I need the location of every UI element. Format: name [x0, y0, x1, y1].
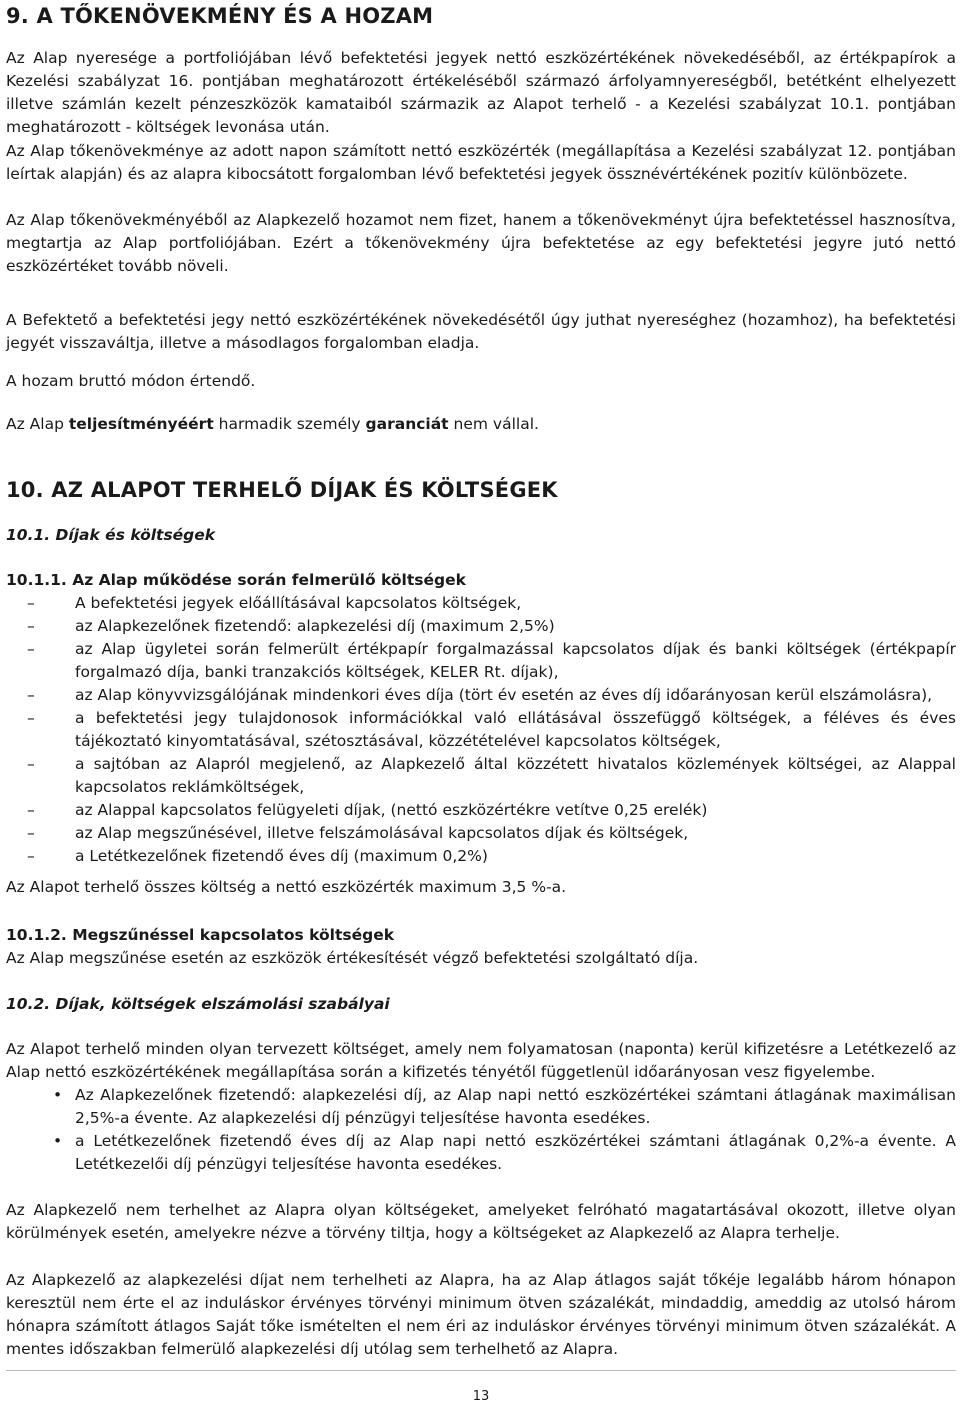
dash-marker: –	[27, 755, 35, 773]
total-cost-statement: Az Alapot terhelő összes költség a nettó eszközérték maximum 3,5 %-a.	[6, 878, 567, 896]
guarantee-statement	[6, 413, 956, 436]
bullet-marker: •	[53, 1132, 63, 1150]
section-9-paragraph-3: Az Alap tőkenövekményéből az Alapkezelő hozamot nem fizet, hanem a tőkenövekményt újra befektetéssel hasznosítva, megtartja az Alap portfoliójában. Ezért a tőkenövekmény újra befektetése az egy befektetési jegyre jutó nettó eszközértéket tovább növeli.	[6, 211, 956, 275]
dash-marker: –	[27, 824, 35, 842]
page-number: 13	[472, 1389, 490, 1404]
guarantee-text-3: nem vállal.	[448, 415, 539, 433]
cost-item: – az Alap könyvvizsgálójának mindenkori éves díja (tört év esetén az éves díj időarányosan kerül elszámolásra),	[6, 684, 956, 707]
dash-marker: –	[27, 617, 35, 635]
cost-item: – az Alap megszűnésével, illetve felszámolásával kapcsolatos díjak és költségek,	[6, 822, 956, 845]
cost-item: – A befektetési jegyek előállításával kapcsolatos költségek,	[6, 592, 956, 615]
subsection-10-2-title: 10.2. Díjak, költségek elszámolási szabályai	[6, 995, 390, 1013]
dash-marker: –	[27, 709, 35, 727]
footer-divider	[6, 1370, 956, 1371]
cost-item: – a Letétkezelőnek fizetendő éves díj (maximum 0,2%)	[6, 845, 956, 868]
subsection-10-1-1-title: 10.1.1. Az Alap működése során felmerülő költségek	[6, 571, 466, 589]
dash-marker: –	[27, 686, 35, 704]
cost-item: – az Alap ügyletei során felmerült értékpapír forgalmazással kapcsolatos díjak és banki költségek (értékpapír forgalmazó díja, banki tranzakciós költségek, KELER Rt. díjak),	[27, 640, 956, 681]
section-9-title: 9. A TŐKENÖVEKMÉNY ÉS A HOZAM	[6, 4, 434, 28]
section-9-paragraph-4: A Befektető a befektetési jegy nettó eszközértékének növekedésétől úgy juthat nyereséghez (hozamhoz), ha befektetési jegyét visszaváltja, illetve a másodlagos forgalomban eladja.	[6, 311, 956, 352]
fee-bullet-list	[6, 1084, 956, 1176]
cost-list	[6, 592, 956, 868]
cost-item: – a befektetési jegy tulajdonosok információkkal való ellátásával összefüggő költségek, a féléves és éves tájékoztató kinyomtatásával, szétosztásával, közzétételével kapcsolatos költségek,	[27, 709, 956, 750]
section-9-paragraph-1: Az Alap nyeresége a portfoliójában lévő befektetési jegyek nettó eszközértékének növekedéséből, az értékpapírok a Kezelési szabályzat 16. pontjában meghatározott értékeléséből származó árfolyamnyereségből, betétként elhelyezett illetve számlán kezelt pénzeszközök kamataiból származik az Alapot terhelő - a Kezelési szabályzat 10.1. pontjában meghatározott - költségek levonása után.	[6, 49, 956, 136]
dash-marker: –	[27, 801, 35, 819]
section-10-2-paragraph-2: Az Alapkezelő nem terhelhet az Alapra olyan költségeket, amelyeket felróható magatartásával okozott, illetve olyan körülmények esetén, amelyekre nézve a törvény tiltja, hogy a költségeket az Alapkezelő az Alapra terhelje.	[6, 1201, 956, 1242]
section-9-paragraph-2: Az Alap tőkenövekménye az adott napon számított nettó eszközérték (megállapítása a Kezelési szabályzat 12. pontjában leírtak alapján) és az alapra kibocsátott forgalomban lévő befektetési jegyek össznévértékének pozitív különbözete.	[6, 142, 956, 183]
cost-item: – az Alappal kapcsolatos felügyeleti díjak, (nettó eszközértékre vetítve 0,25 erelék)	[6, 799, 956, 822]
cost-item: – az Alapkezelőnek fizetendő: alapkezelési díj (maximum 2,5%)	[6, 615, 956, 638]
section-10-title: 10. AZ ALAPOT TERHELŐ DÍJAK ÉS KÖLTSÉGEK	[6, 478, 558, 502]
subsection-10-1-title: 10.1. Díjak és költségek	[6, 526, 216, 544]
fee-bullet-item: • a Letétkezelőnek fizetendő éves díj az Alap napi nettó eszközértékei számtani átlagának 0,2%-a évente. A Letétkezelői díj pénzügyi teljesítése havonta esedékes.	[53, 1132, 956, 1173]
fee-bullet-item: • Az Alapkezelőnek fizetendő: alapkezelési díj, az Alap napi nettó eszközértékei számtani átlagának maximálisan 2,5%-a évente. Az alapkezelési díj pénzügyi teljesítése havonta esedékes.	[53, 1086, 956, 1127]
guarantee-emphasis-1: teljesítményéért	[68, 415, 214, 433]
guarantee-text-1: Az Alap	[6, 415, 69, 433]
dash-marker: –	[27, 594, 35, 612]
section-10-2-paragraph-3: Az Alapkezelő az alapkezelési díjat nem terhelheti az Alapra, ha az Alap átlagos saját tőkéje legalább három hónapon keresztül nem érte el az induláskor érvényes törvényi minimum ötven százalékát, mindaddig, ameddig az utolsó három hónapra számított átlagos Saját tőke ismételten el nem éri az induláskor érvényes törvényi minimum ötven százalékát. A mentes időszakban felmerülő alapkezelési díj utólag sem terhelhető az Alapra.	[6, 1271, 956, 1358]
dash-marker: –	[27, 847, 35, 865]
subsection-10-1-2-text: Az Alap megszűnése esetén az eszközök értékesítését végző befektetési szolgáltató díja.	[6, 949, 699, 967]
guarantee-emphasis-2: garanciát	[365, 415, 449, 433]
bullet-marker: •	[53, 1086, 63, 1104]
guarantee-text-2: harmadik személy	[213, 415, 366, 433]
section-9-paragraph-5: A hozam bruttó módon értendő.	[6, 372, 256, 390]
section-10-2-paragraph-1: Az Alapot terhelő minden olyan tervezett költséget, amely nem folyamatosan (naponta) kerül kifizetésre a Letétkezelő az Alap nettó eszközértékének megállapítása során a kifizetés tényétől függetlenül időarányosan vesz figyelembe.	[6, 1040, 956, 1081]
cost-item: – a sajtóban az Alapról megjelenő, az Alapkezelő által közzétett hivatalos közlemények költségei, az Alappal kapcsolatos reklámköltségek,	[27, 755, 956, 796]
dash-marker: –	[27, 640, 35, 658]
subsection-10-1-2-title: 10.1.2. Megszűnéssel kapcsolatos költségek	[6, 926, 395, 944]
